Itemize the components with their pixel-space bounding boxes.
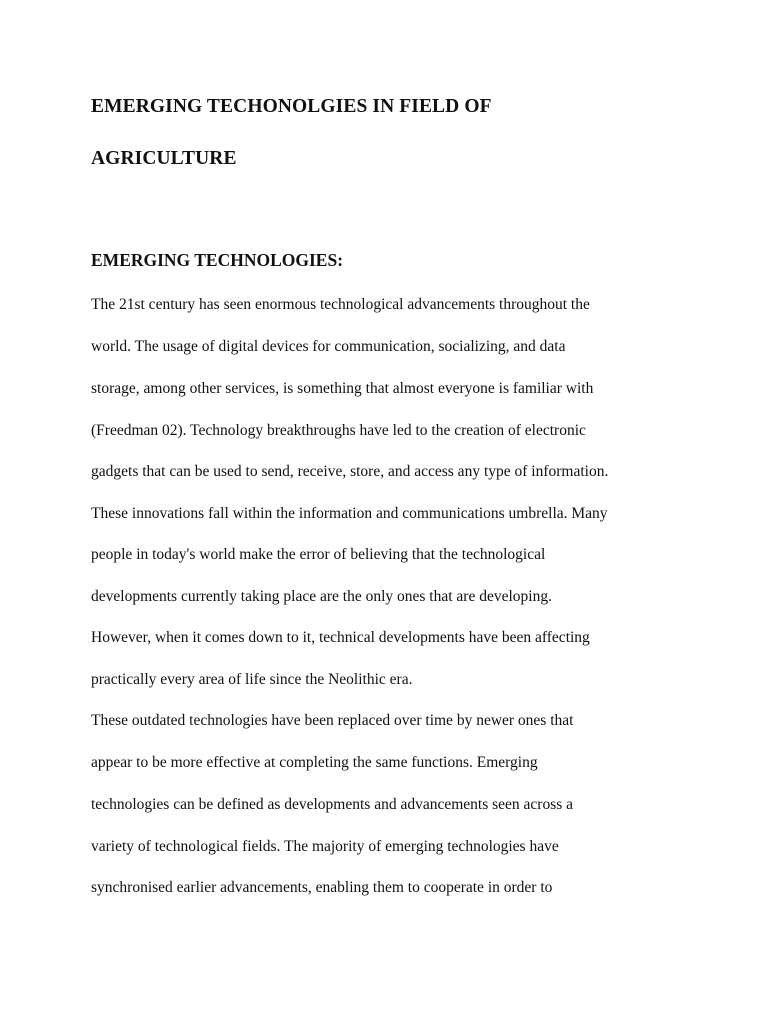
body-line: storage, among other services, is something that almost everyone is familiar with bbox=[91, 380, 594, 397]
document-title-line-2: AGRICULTURE bbox=[91, 148, 237, 169]
section-heading: EMERGING TECHNOLOGIES: bbox=[91, 250, 344, 270]
body-line: (Freedman 02). Technology breakthroughs have led to the creation of electronic bbox=[91, 422, 586, 439]
document-title-line-1: EMERGING TECHONOLGIES IN FIELD OF bbox=[91, 96, 492, 117]
body-line: synchronised earlier advancements, enabling them to cooperate in order to bbox=[91, 879, 553, 896]
body-line: However, when it comes down to it, technical developments have been affecting bbox=[91, 629, 590, 646]
body-line: These innovations fall within the information and communications umbrella. Many bbox=[91, 505, 608, 522]
body-line: appear to be more effective at completing the same functions. Emerging bbox=[91, 754, 538, 771]
body-line: These outdated technologies have been replaced over time by newer ones that bbox=[91, 712, 574, 729]
body-line: variety of technological fields. The majority of emerging technologies have bbox=[91, 838, 559, 855]
body-line: practically every area of life since the Neolithic era. bbox=[91, 671, 413, 688]
body-line: people in today's world make the error of believing that the technological bbox=[91, 546, 546, 563]
body-line: world. The usage of digital devices for communication, socializing, and data bbox=[91, 338, 566, 355]
body-line: The 21st century has seen enormous technological advancements throughout the bbox=[91, 296, 590, 313]
body-line: gadgets that can be used to send, receive, store, and access any type of information. bbox=[91, 463, 609, 480]
body-line: developments currently taking place are the only ones that are developing. bbox=[91, 588, 552, 605]
body-line: technologies can be defined as developments and advancements seen across a bbox=[91, 796, 574, 813]
